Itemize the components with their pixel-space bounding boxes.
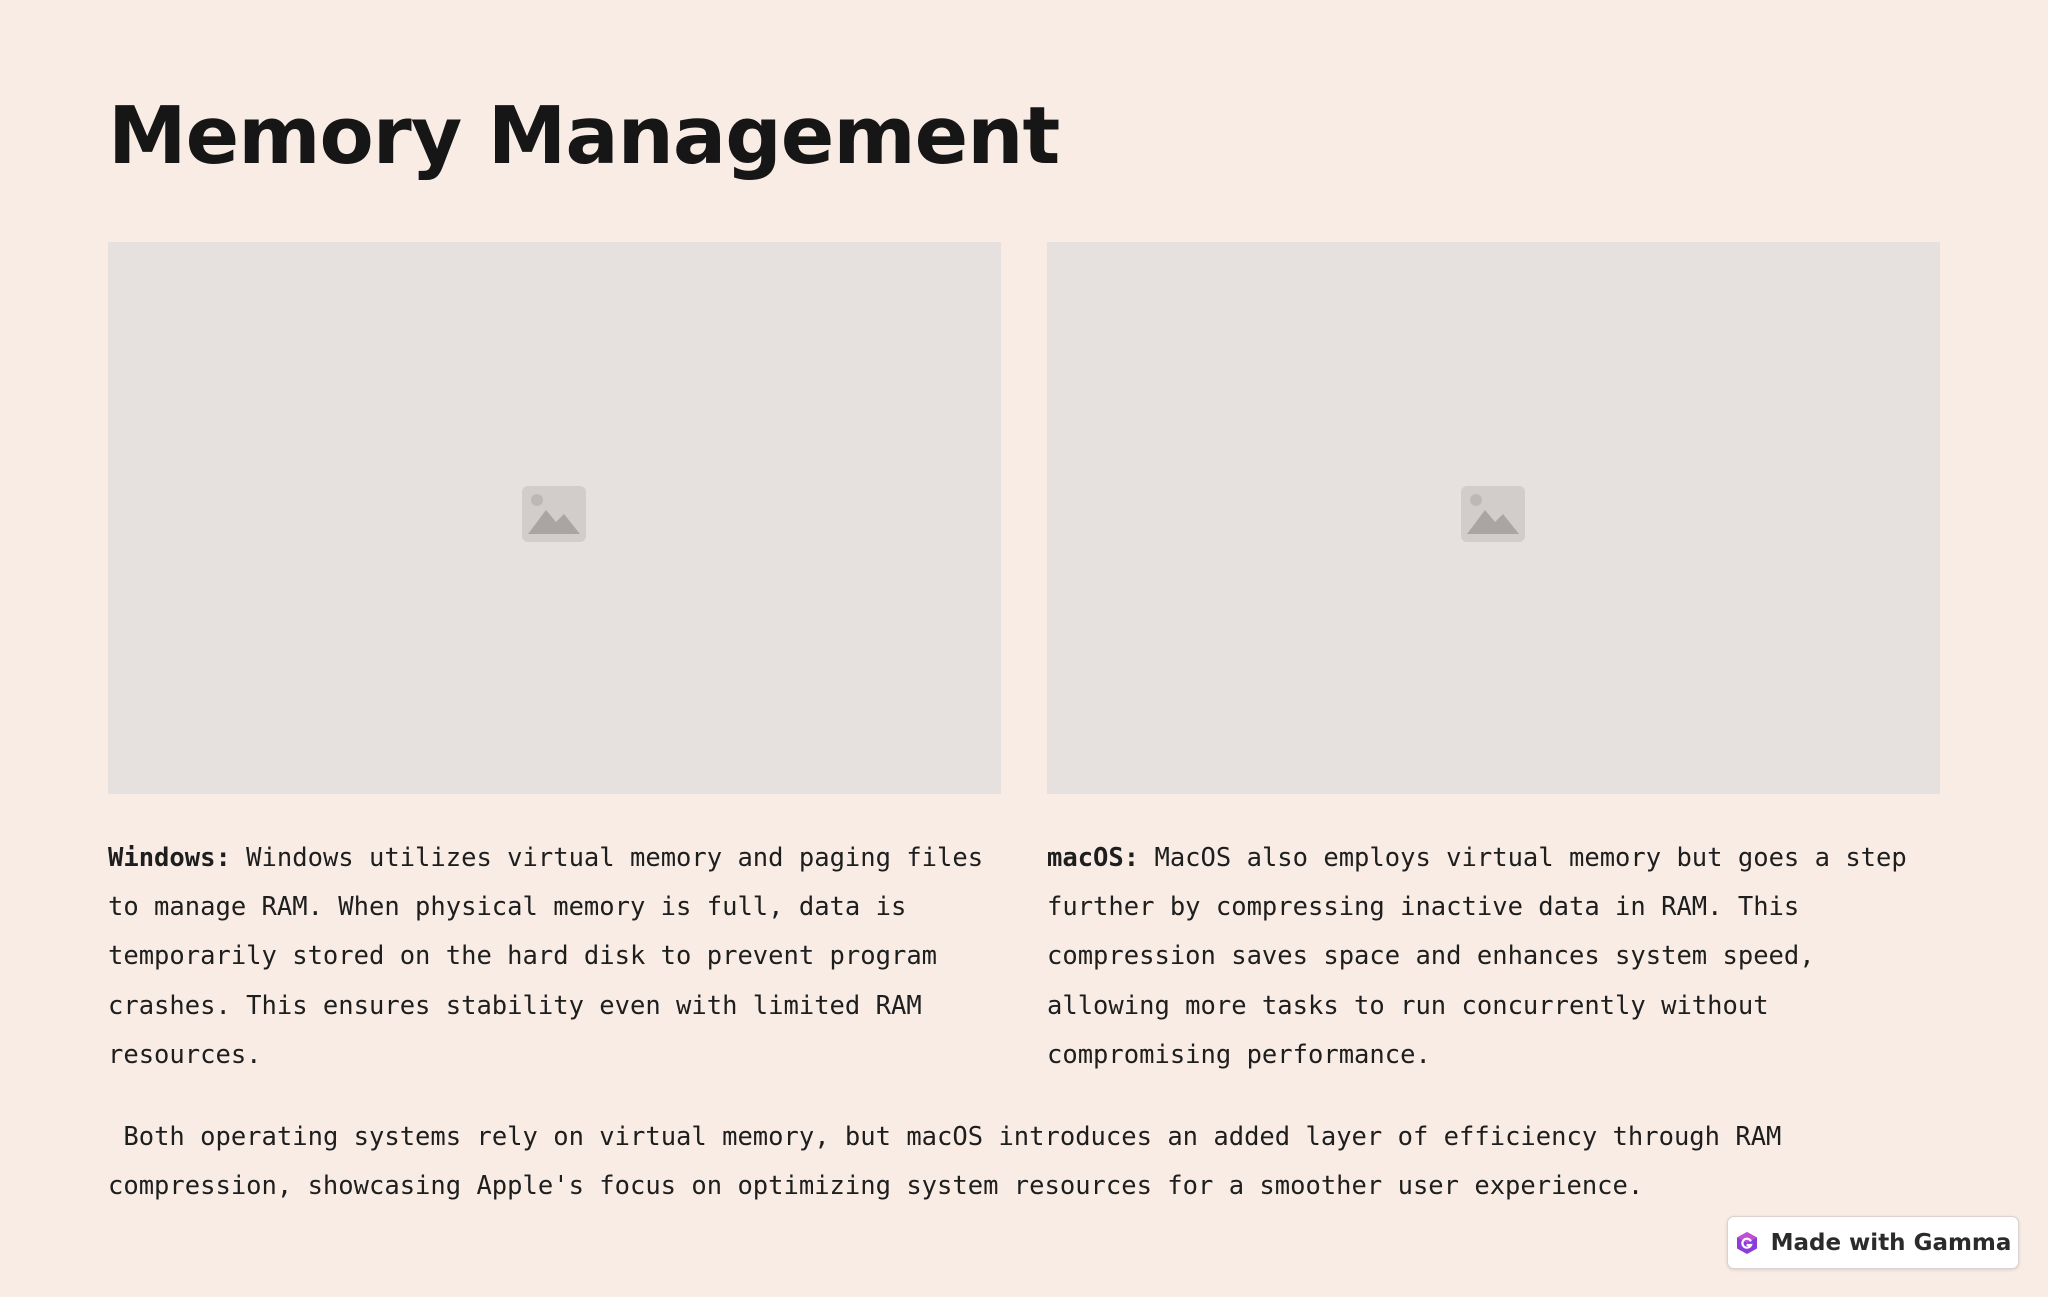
windows-label: Windows:	[108, 843, 231, 873]
macos-label: macOS:	[1047, 843, 1140, 873]
macos-description	[1047, 834, 1942, 1080]
summary-text: Both operating systems rely on virtual memory, but macOS introduces an added layer of efficiency through RAM compression, showcasing Apple's focus on optimizing system resources for a smoother user experience.	[108, 1122, 1797, 1202]
page-title: Memory Management	[108, 90, 1060, 182]
image-placeholder-icon	[522, 486, 586, 542]
made-with-gamma-button[interactable]	[1727, 1216, 2019, 1269]
windows-image-placeholder	[108, 242, 1001, 794]
windows-description	[108, 834, 1003, 1080]
badge-label: Made with Gamma	[1770, 1229, 2012, 1256]
macos-image-placeholder	[1047, 242, 1940, 794]
windows-text: Windows utilizes virtual memory and paging files to manage RAM. When physical memory is full, data is temporarily stored on the hard disk to prevent program crashes. This ensures stability even with limited RAM resources.	[108, 843, 984, 1070]
gamma-logo-icon	[1735, 1231, 1759, 1255]
image-placeholder-icon	[1461, 486, 1525, 542]
macos-text: MacOS also employs virtual memory but goes a step further by compressing inactive data in RAM. This compression saves space and enhances system speed, allowing more tasks to run concurrently without compromising performance.	[1047, 843, 1907, 1070]
